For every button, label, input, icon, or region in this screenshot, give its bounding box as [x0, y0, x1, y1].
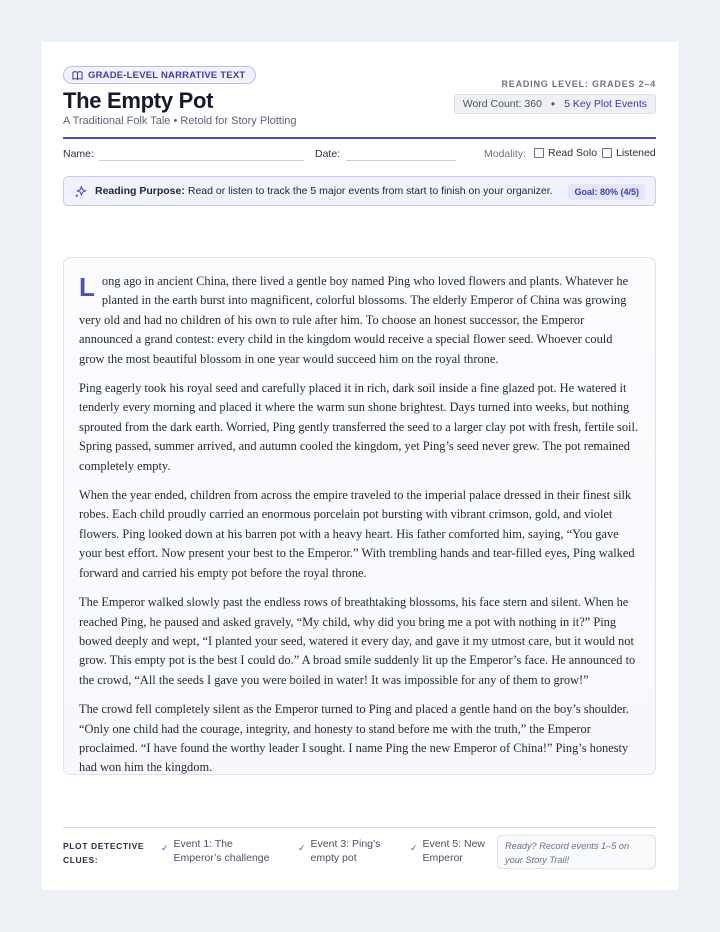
page-title: The Empty Pot	[63, 88, 214, 113]
clue-text: Event 1: The Emperor’s challenge	[173, 838, 270, 864]
clue-item	[410, 837, 490, 865]
student-info-row	[63, 146, 656, 164]
page-subtitle: A Traditional Folk Tale • Retold for Story Plotting	[63, 115, 297, 127]
check-icon: ✓	[161, 843, 169, 853]
key-events: 5 Key Plot Events	[564, 98, 647, 110]
read-solo-label: Read Solo	[548, 147, 598, 159]
name-field[interactable]	[99, 160, 304, 161]
paragraph-1-text: ong ago in ancient China, there lived a gentle boy named Ping who loved flowers and plants. Whatever he planted in the earth burst into magnificent, colorful blossoms. The elderly Emperor of China was growing very old and had no children of his own to rule after him. To choose an honest successor, the Emperor announced a grand contest: every child in the kingdom would receive a special flower seed. Whoever could grow the most beautiful blossom in one year would succeed him on the royal throne.	[79, 274, 629, 366]
worksheet-page	[42, 42, 678, 890]
reading-purpose-banner	[63, 176, 656, 206]
header-divider	[63, 137, 656, 139]
drop-cap: L	[79, 272, 95, 302]
word-count-box	[454, 94, 656, 114]
date-field[interactable]	[346, 160, 456, 161]
story-trail-reminder: Ready? Record events 1–5 on your Story Trail!	[497, 835, 656, 869]
listened-option[interactable]	[602, 147, 656, 159]
check-icon: ✓	[410, 843, 418, 853]
sparkle-icon	[74, 185, 87, 198]
book-icon	[72, 70, 83, 81]
story-text-box	[63, 257, 656, 775]
listened-checkbox[interactable]	[602, 148, 612, 158]
story-paragraph-3: When the year ended, children from across the empire traveled to the imperial palace dressed in their finest silk robes. Each child proudly carried an enormous porcelain pot bursting with vibrant crimson, gold, and violet flowers. Ping looked down at his barren pot with a heavy heart. His father comforted him, saying, “You gave your best effort. Now present your best to the Emperor.” With trembling hands and tear-filled eyes, Ping walked forward and carried his empty pot before the royal throne.	[79, 488, 635, 580]
listened-label: Listened	[616, 147, 656, 159]
story-paragraph-1	[79, 272, 640, 369]
footer-divider	[63, 827, 656, 828]
story-paragraph-4: The Emperor walked slowly past the endless rows of breathtaking blossoms, his face stern and silent. When he reached Ping, he paused and asked gravely, “My child, why did you bring me a pot with nothing in it?” Ping bowed deeply and wept, “I planted your seed, watered it every day, and gave it my utmost care, but it would not grow. This empty pot is the best I could do.” A broad smile suddenly lit up the Emperor’s face. He announced to the crowd, “All the seeds I gave you were boiled in water! It was impossible for any of them to grow!”	[79, 595, 636, 687]
name-label: Name:	[63, 148, 94, 160]
clue-item	[298, 837, 398, 865]
clue-item	[161, 837, 281, 865]
clue-text: Event 3: Ping’s empty pot	[310, 838, 381, 864]
separator-dot: •	[550, 97, 556, 111]
clues-title: PLOT DETECTIVE CLUES:	[63, 841, 145, 865]
purpose-label: Reading Purpose:	[95, 185, 185, 197]
badge-label: GRADE-LEVEL NARRATIVE TEXT	[88, 69, 246, 81]
date-label: Date:	[315, 148, 341, 160]
genre-badge	[63, 66, 256, 84]
purpose-text: Read or listen to track the 5 major events from start to finish on your organizer.	[187, 185, 553, 197]
word-count: Word Count: 360	[462, 98, 542, 110]
reading-level: READING LEVEL: GRADES 2–4	[501, 79, 656, 89]
story-paragraph-2: Ping eagerly took his royal seed and carefully placed it in rich, dark soil inside a fine glazed pot. He watered it tenderly every morning and placed it where the warm sun shone brightest. Days turned into weeks, but nothing sprouted from the dark earth. Worried, Ping gently transferred the seed to a larger clay pot with fresh, fertile soil. Spring passed, summer arrived, and autumn cooled the kingdom, yet Ping’s seed never grew. The pot remained completely empty.	[79, 381, 639, 473]
clue-text: Event 5: New Emperor	[422, 838, 485, 864]
modality-label: Modality:	[484, 148, 527, 160]
read-solo-checkbox[interactable]	[534, 148, 544, 158]
read-solo-option[interactable]	[534, 147, 597, 159]
goal-badge: Goal: 80% (4/5)	[568, 184, 645, 200]
story-paragraph-5: The crowd fell completely silent as the Emperor turned to Ping and placed a gentle hand on the boy’s shoulder. “Only one child had the courage, integrity, and honesty to stand before me with the truth,” the Emperor proclaimed. “I have found the worthy leader I sought. I name Ping the new Emperor of China!” Ping’s honesty had won him the kingdom.	[79, 702, 629, 775]
check-icon: ✓	[298, 843, 306, 853]
